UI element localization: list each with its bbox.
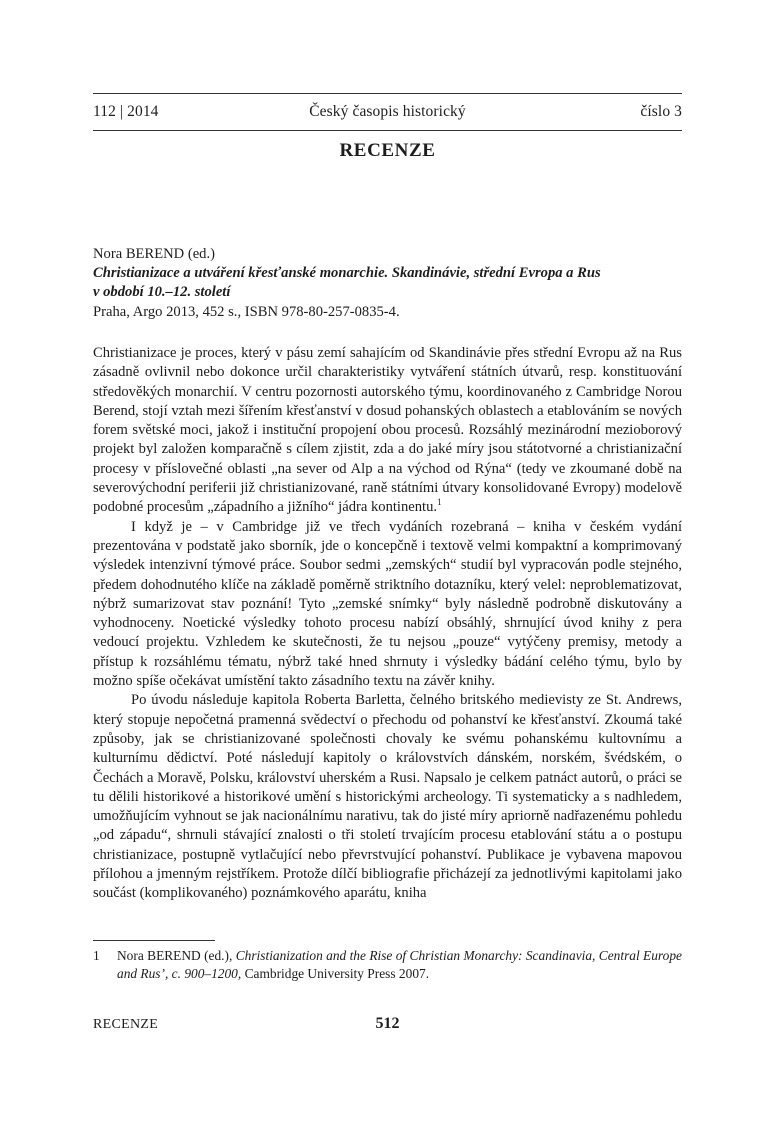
footnote-suffix: , Cambridge University Press 2007. [237, 966, 430, 981]
page-number: 512 [375, 1015, 400, 1032]
footnote-divider [93, 940, 215, 941]
body-paragraph-2: I když je – v Cambridge již ve třech vydáních rozebraná – kniha v českém vydání prezentována v podstatě jako sborník, jde o koncepčně i textově velmi kompaktní a komprimovaný výsledek intenzivní týmové práce. Soubor sedmi „zemských“ studií byl vypracován podle stejného, předem dohodnutého klíče na základě poměrně striktního dotazníku, který velel: neproblematizovat, nýbrž sumarizovat stav poznání! Tyto „zemské snímky“ byly následně podrobně diskutovány a vyhodnoceny. Noetické výsledky tohoto procesu nabízí obsáhlý, shrnující úvod knihy z pera vedoucí projektu. Vzhledem ke skutečnosti, že tu nejsou „pouze“ vytýčeny premisy, metody a přístup k rozsáhlému tématu, nýbrž také hned shrnuty i výsledky bádání celého týmu, bylo by možno spíše očekávat umístění takto zásadního textu na závěr knihy. [93, 518, 682, 690]
running-head-issue-number: číslo 3 [640, 103, 682, 120]
section-title: RECENZE [339, 140, 436, 161]
review-body [93, 344, 682, 904]
reviewed-book-imprint: Praha, Argo 2013, 452 s., ISBN 978-80-257-0835-4. [93, 303, 400, 320]
footnote-text [117, 947, 682, 983]
reviewed-book-title-line-2: v období 10.–12. století [93, 284, 231, 301]
footnote-reference[interactable]: 1 [437, 497, 442, 508]
running-head [93, 93, 682, 131]
reviewed-book-editor: Nora BEREND (ed.) [93, 246, 215, 262]
body-paragraph-1-text: Christianizace je proces, který v pásu zemí sahajícím od Skandinávie přes střední Evropu až na Rus zásadně ovlivnil nebo dokonce určil charakteristiky vytváření státních útvarů, resp. konstituování středověkých monarchií. V centru pozornosti autorského týmu, koordinovaného z Cambridge Norou Berend, stojí vztah mezi šířením křesťanství v dosud pohanských oblastech a etablováním se nových forem světské moci, jakož i instituční propojení obou procesů. Rozsáhlý mezinárodní mezioborový projekt byl založen komparačně s cílem zjistit, zda a do jaké míry jsou státotvorné a christianizační procesy v příslovečné oblasti „na sever od Alp a na východ od Rýna“ (tedy ve zkoumané době na severovýchodní periferii již christianizované, raně státními útvary konsolidované Evropy) modelově podobné procesům „západního a jižního“ jádra kontinentu. [93, 345, 682, 516]
footnote-book-title: Christianization and the Rise of Christian Monarchy: Scandinavia, Central Europe and Rus’, c. 900–1200 [117, 948, 682, 981]
footnote [93, 947, 682, 983]
body-paragraph-1 [93, 344, 682, 518]
running-head-issue-year: 112 | 2014 [93, 103, 159, 120]
document-page [93, 0, 682, 1131]
footer-section-label: RECENZE [93, 1017, 159, 1032]
reviewed-book-title-line-1: Christianizace a utváření křesťanské monarchie. Skandinávie, střední Evropa a Rus [93, 265, 601, 282]
footnote-number: 1 [93, 948, 100, 963]
page-footer [93, 1015, 682, 1037]
footnote-prefix: Nora BEREND (ed.), [117, 948, 236, 963]
running-head-journal-title: Český časopis historický [309, 103, 466, 120]
review-bibliographic-entry [93, 245, 682, 322]
body-paragraph-3: Po úvodu následuje kapitola Roberta Barletta, čelného britského medievisty ze St. Andrews, který stopuje nepočetná pramenná svědectví o přechodu od pohanství ke křesťanství. Zkoumá také způsoby, jak se christianizované společnosti chovaly ke svému pohanskému kultovnímu a kulturnímu dědictví. Poté následují kapitoly o královstvích dánském, norském, švédském, o Čechách a Moravě, Polsku, království uherském a Rusi. Napsalo je celkem patnáct autorů, o práci se tu dělili historikové a historikové umění s historickými archeology. Ti systematicky a s nadhledem, umožňujícím vyhnout se jak nacionálnímu narativu, tak do jisté míry apriorně nadřazenému pohledu „od západu“, shrnuli stávající znalosti o tři století trvajícím procesu etablování státu a o postupu christianizace, postupně vytlačující nebo převrstvující pohanství. Publikace je vybavena mapovou přílohou a jmenným rejstříkem. Protože dílčí bibliografie přicházejí za jednotlivými kapitolami jako součást (komplikovaného) poznámkového aparátu, kniha [93, 692, 682, 902]
